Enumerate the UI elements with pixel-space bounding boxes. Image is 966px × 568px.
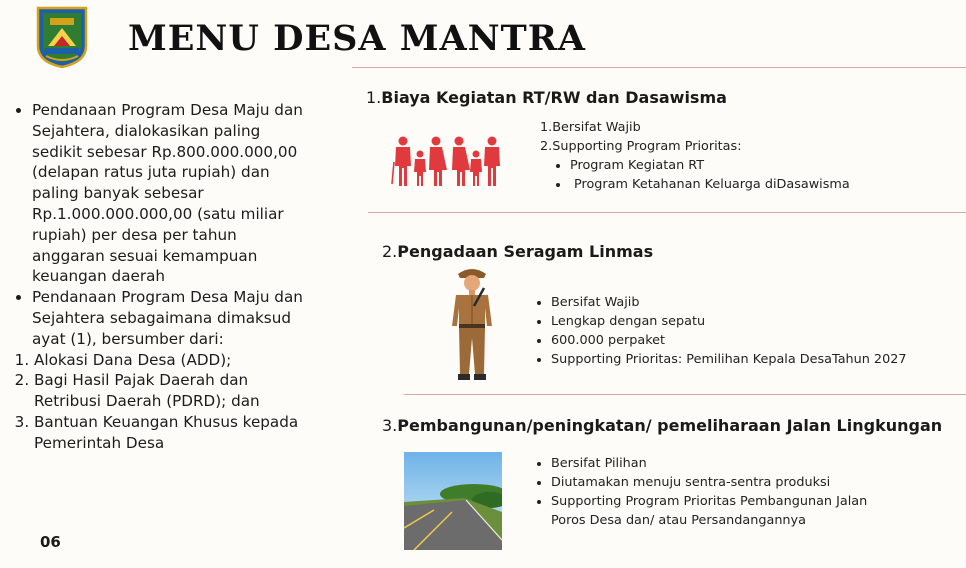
detail-item: • Diutamakan menuju sentra-sentra produksi <box>551 473 893 492</box>
funding-bullet: • Pendanaan Program Desa Maju dan Sejahtera sebagaimana dimaksud ayat (1), bersumber dari: <box>32 287 304 349</box>
detail-item: • Program Ketahanan Keluarga diDasawisma <box>570 175 850 194</box>
section-details <box>533 293 907 369</box>
road-photo <box>404 452 502 550</box>
funding-source-item: 3. Bantuan Keuangan Khusus kepada Pemerintah Desa <box>34 412 304 454</box>
section-title: 2.Pengadaan Seragam Linmas <box>382 242 654 261</box>
section-details <box>533 454 893 530</box>
linmas-officer-icon <box>444 264 500 384</box>
detail-item: • 600.000 perpaket <box>551 331 907 350</box>
detail-line: 2.Supporting Program Prioritas: <box>540 139 742 154</box>
page-number: 06 <box>40 533 61 551</box>
regency-emblem-logo <box>36 6 88 68</box>
section-title: 3.Pembangunan/peningkatan/ pemeliharaan Jalan Lingkungan <box>382 416 943 435</box>
detail-item: • Lengkap dengan sepatu <box>551 312 907 331</box>
funding-bullet: • Pendanaan Program Desa Maju dan Sejahtera, dialokasikan paling sedikit sebesar Rp.800.000.000,00 (delapan ratus juta rupiah) dan paling banyak sebesar Rp.1.000.000.000,00 (satu miliar rupiah) per desa per tahun anggaran sesuai kemampuan keuangan daerah <box>32 100 304 287</box>
section-title: 1.Biaya Kegiatan RT/RW dan Dasawisma <box>366 88 727 107</box>
section-details <box>540 118 850 194</box>
divider <box>352 67 966 68</box>
funding-source-item: 2. Bagi Hasil Pajak Daerah dan Retribusi Daerah (PDRD); dan <box>34 370 304 412</box>
detail-item: • Supporting Prioritas: Pemilihan Kepala DesaTahun 2027 <box>551 350 907 369</box>
detail-line: 1.Bersifat Wajib <box>540 120 641 135</box>
page-title: MENU DESA MANTRA <box>128 18 586 59</box>
divider <box>404 394 966 395</box>
funding-source-item: 1. Alokasi Dana Desa (ADD); <box>34 350 304 371</box>
detail-item: • Bersifat Wajib <box>551 293 907 312</box>
detail-item: • Program Kegiatan RT <box>570 156 850 175</box>
funding-text-block <box>14 100 304 454</box>
detail-item: • Bersifat Pilihan <box>551 454 893 473</box>
divider <box>368 212 966 213</box>
family-icon <box>391 136 503 188</box>
detail-item: • Supporting Program Prioritas Pembangunan Jalan Poros Desa dan/ atau Persandangannya <box>551 492 881 530</box>
